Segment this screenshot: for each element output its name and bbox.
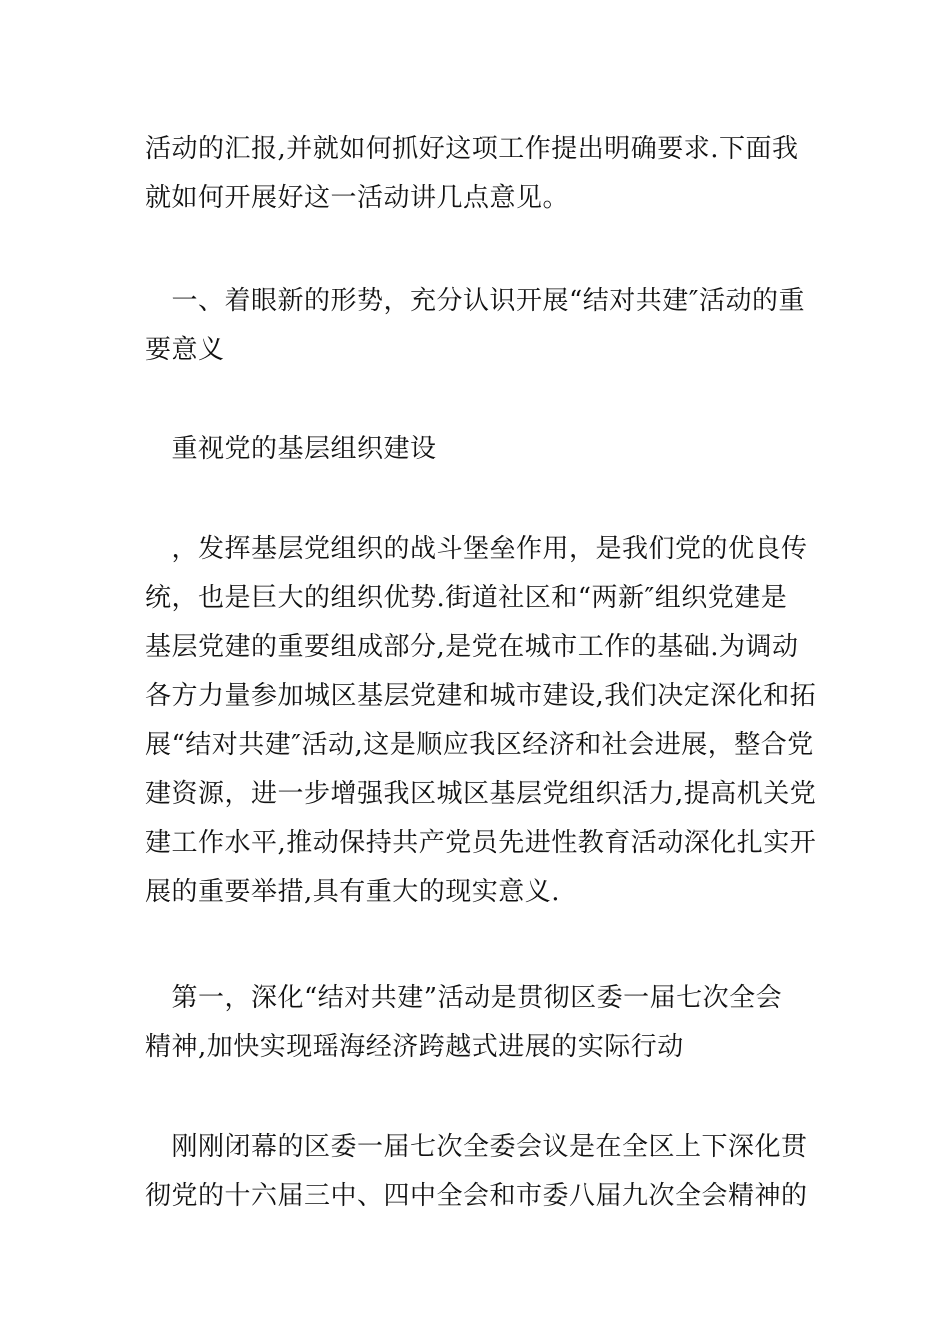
text-line: 精神,加快实现瑶海经济跨越式进展的实际行动	[145, 1032, 684, 1062]
text-line: 基层党建的重要组成部分,是党在城市工作的基础.为调动	[145, 632, 799, 662]
paragraph-body-1	[145, 525, 817, 917]
text-line: 展的重要举措,具有重大的现实意义.	[145, 877, 561, 907]
text-line: 就如何开展好这一活动讲几点意见。	[145, 183, 570, 213]
paragraph-intro	[145, 125, 813, 223]
section-heading	[145, 277, 813, 375]
text-line: 重视党的基层组织建设	[145, 434, 437, 464]
text-line: 活动的汇报,并就如何抓好这项工作提出明确要求.下面我	[145, 134, 799, 164]
text-line: 一、着眼新的形势，充分认识开展“结对共建″活动的重	[145, 286, 806, 316]
subheading	[145, 425, 813, 474]
paragraph-point-1	[145, 974, 813, 1072]
text-line: ，发挥基层党组织的战斗堡垒作用，是我们党的优良传	[145, 534, 808, 564]
text-line: 展“结对共建″活动,这是顺应我区经济和社会进展，整合党	[145, 730, 814, 760]
text-line: 刚刚闭幕的区委一届七次全委会议是在全区上下深化贯	[145, 1132, 808, 1162]
text-line: 彻党的十六届三中、四中全会和市委八届九次全会精神的	[145, 1181, 808, 1211]
paragraph-body-2	[145, 1123, 813, 1221]
text-line: 各方力量参加城区基层党建和城市建设,我们决定深化和拓	[145, 681, 817, 711]
text-line: 第一，深化“结对共建”活动是贯彻区委一届七次全会	[145, 983, 783, 1013]
text-line: 建工作水平,推动保持共产党员先进性教育活动深化扎实开	[145, 828, 817, 858]
text-line: 统，也是巨大的组织优势.街道社区和“两新″组织党建是	[145, 583, 788, 613]
text-line: 要意义	[145, 335, 225, 365]
text-line: 建资源，进一步增强我区城区基层党组织活力,提高机关党	[145, 779, 817, 809]
